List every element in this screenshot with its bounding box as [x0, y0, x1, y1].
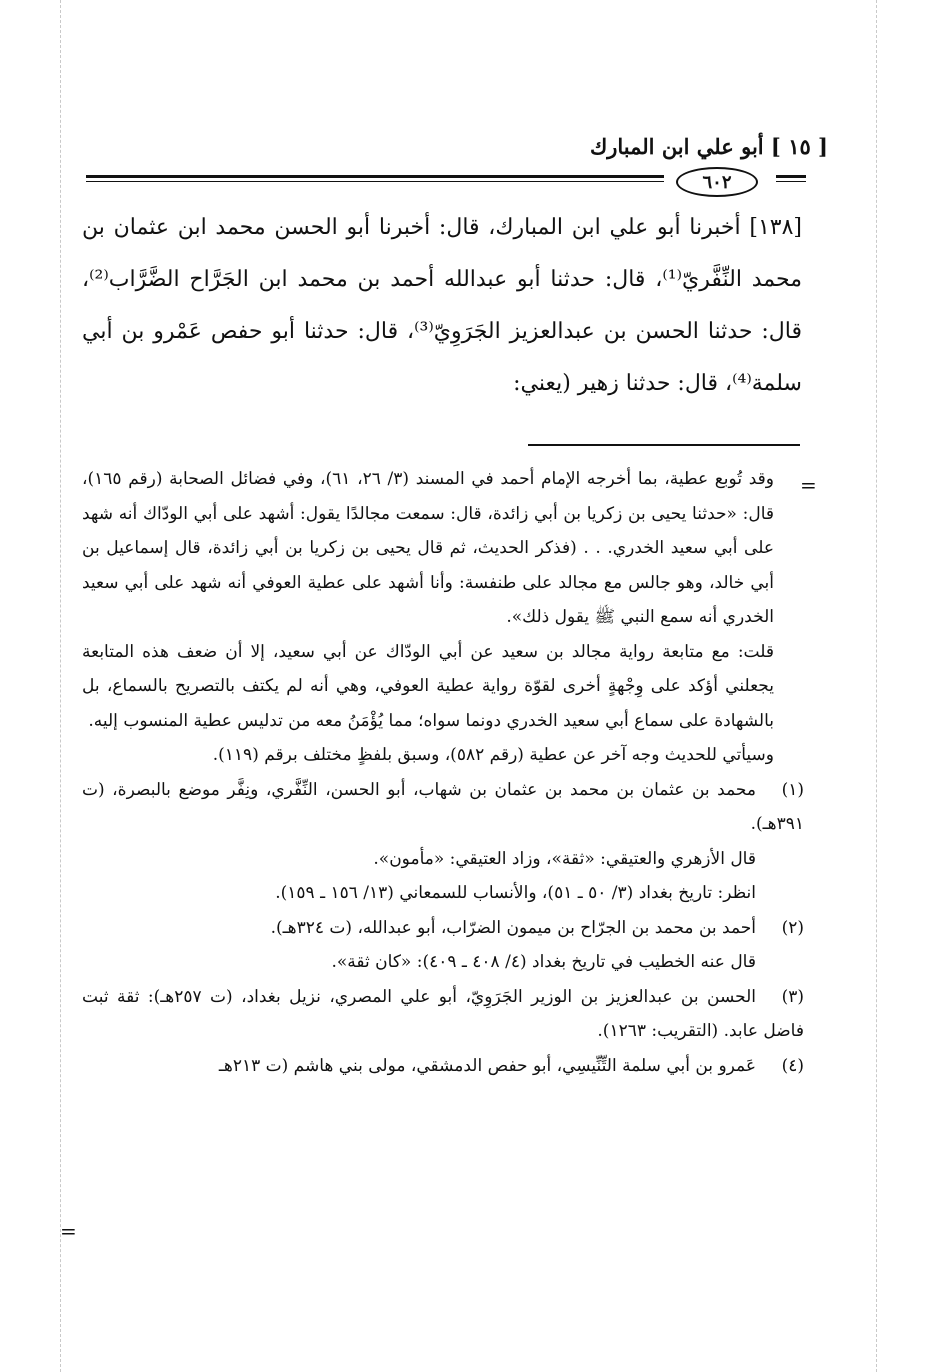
- footnote-3: [82, 980, 804, 1049]
- continuation-mark-bottom: =: [60, 1219, 77, 1243]
- footnote-number: (١): [781, 779, 804, 800]
- rule-thick-right: [776, 175, 806, 178]
- footnote-continuation-1: وقد تُوبع عطية، بما أخرجه الإمام أحمد في المسند (٣/ ٢٦، ٦١)، وفي فضائل الصحابة (رقم ١٦٥)، قال: «حدثنا يحيى بن زكريا بن أبي زائدة، قال: سمعت مجالدًا يقول: أشهد على أبي الودّاك أنه شهد على أبي سعيد الخدري. . . (فذكر الحديث، ثم قال يحيى بن زكريا بن أبي زائدة، قال إسماعيل بن أبي خالد، وهو جالس مع مجالد على طنفسة: وأنا أشهد على عطية العوفي أنه شهد على أبي سعيد الخدري أنه سمع النبي ﷺ يقول ذلك».: [82, 469, 774, 627]
- footnote-2: [82, 911, 804, 946]
- fold-line-left: [60, 0, 61, 1372]
- footnote-text: عَمرو بن أبي سلمة التِّنِّيسِي، أبو حفص الدمشقي، مولى بني هاشم (ت ٢١٣هـ: [218, 1055, 756, 1076]
- footnote-number: (٣): [781, 986, 804, 1007]
- footnote-text: الحسن بن عبدالعزيز بن الوزير الجَرَوِيّ، أبو علي المصري، نزيل بغداد، (ت ٢٥٧هـ): ثقة ثبت فاضل عابد. (التقريب: ١٢٦٣).: [82, 986, 804, 1041]
- rule-thick-left: [86, 175, 664, 178]
- footnote-number: (٢): [781, 917, 804, 938]
- footnote-1: [82, 773, 804, 842]
- footnote-1-line-3: انظر: تاريخ بغداد (٣/ ٥٠ ـ ٥١)، والأنساب للسمعاني (١٣/ ١٥٦ ـ ١٥٩).: [275, 883, 756, 903]
- footnote-continuation-3: وسيأتي للحديث وجه آخر عن عطية (رقم ٥٨٢)، وسبق بلفظٍ مختلف برقم (١١٩).: [212, 745, 774, 765]
- footnote-separator: [528, 444, 800, 446]
- footnote-text: محمد بن عثمان بن محمد بن عثمان بن شهاب، أبو الحسن، النِّفَّري، ونِفَّر موضع بالبصرة، (ت ٣٩١هـ).: [82, 779, 804, 834]
- rule-thin-left: [86, 181, 664, 182]
- page-number: ٦٠٢: [676, 167, 758, 197]
- footnotes: [82, 462, 804, 1083]
- footnote-2-line-2: قال عنه الخطيب في تاريخ بغداد (٤/ ٤٠٨ ـ ٤٠٩): «كان ثقة».: [331, 952, 756, 972]
- header-rule: [86, 165, 806, 201]
- running-header: [ ١٥ ] أبو علي ابن المبارك: [589, 134, 828, 159]
- rule-thin-right: [776, 181, 806, 182]
- footnote-continuation-2: قلت: مع متابعة رواية مجالد بن سعيد عن أبي الودّاك عن أبي سعيد، إلا أن ضعف هذه المتابعة يجعلني أؤكد على وِجْهةٍ أخرى لقوّة رواية عطية العوفي، وهي أنه لم يكتف بالتصريح بالسماع، بل بالشهادة على سماع أبي سعيد الخدري دونما سواه؛ مما يُؤْمَنُ معه من تدليس عطية المنسوب إليه.: [82, 641, 774, 731]
- footnote-4: [82, 1049, 804, 1084]
- main-text: [82, 202, 802, 410]
- footnote-1-line-2: قال الأزهري والعتيقي: «ثقة»، وزاد العتيقي: «مأمون».: [373, 848, 756, 869]
- hadith-paragraph: [١٣٨] أخبرنا أبو علي ابن المبارك، قال: أخبرنا أبو الحسن محمد ابن عثمان بن محمد النِّفَّريّ⁽¹⁾، قال: حدثنا أبو عبدالله أحمد بن محمد ابن الجَرَّاح الضَّرَّاب⁽²⁾، قال: حدثنا الحسن بن عبدالعزيز الجَرَوِيّ⁽³⁾، قال: حدثنا أبو حفص عَمْرو بن أبي سلمة⁽⁴⁾، قال: حدثنا زهير (يعني:: [82, 215, 802, 396]
- continuation-mark-top: =: [800, 473, 817, 497]
- footnote-text: أحمد بن محمد بن الجرّاح بن ميمون الضرّاب، أبو عبدالله، (ت ٣٢٤هـ).: [270, 917, 756, 938]
- fold-line-right: [876, 0, 877, 1372]
- footnote-number: (٤): [781, 1055, 804, 1076]
